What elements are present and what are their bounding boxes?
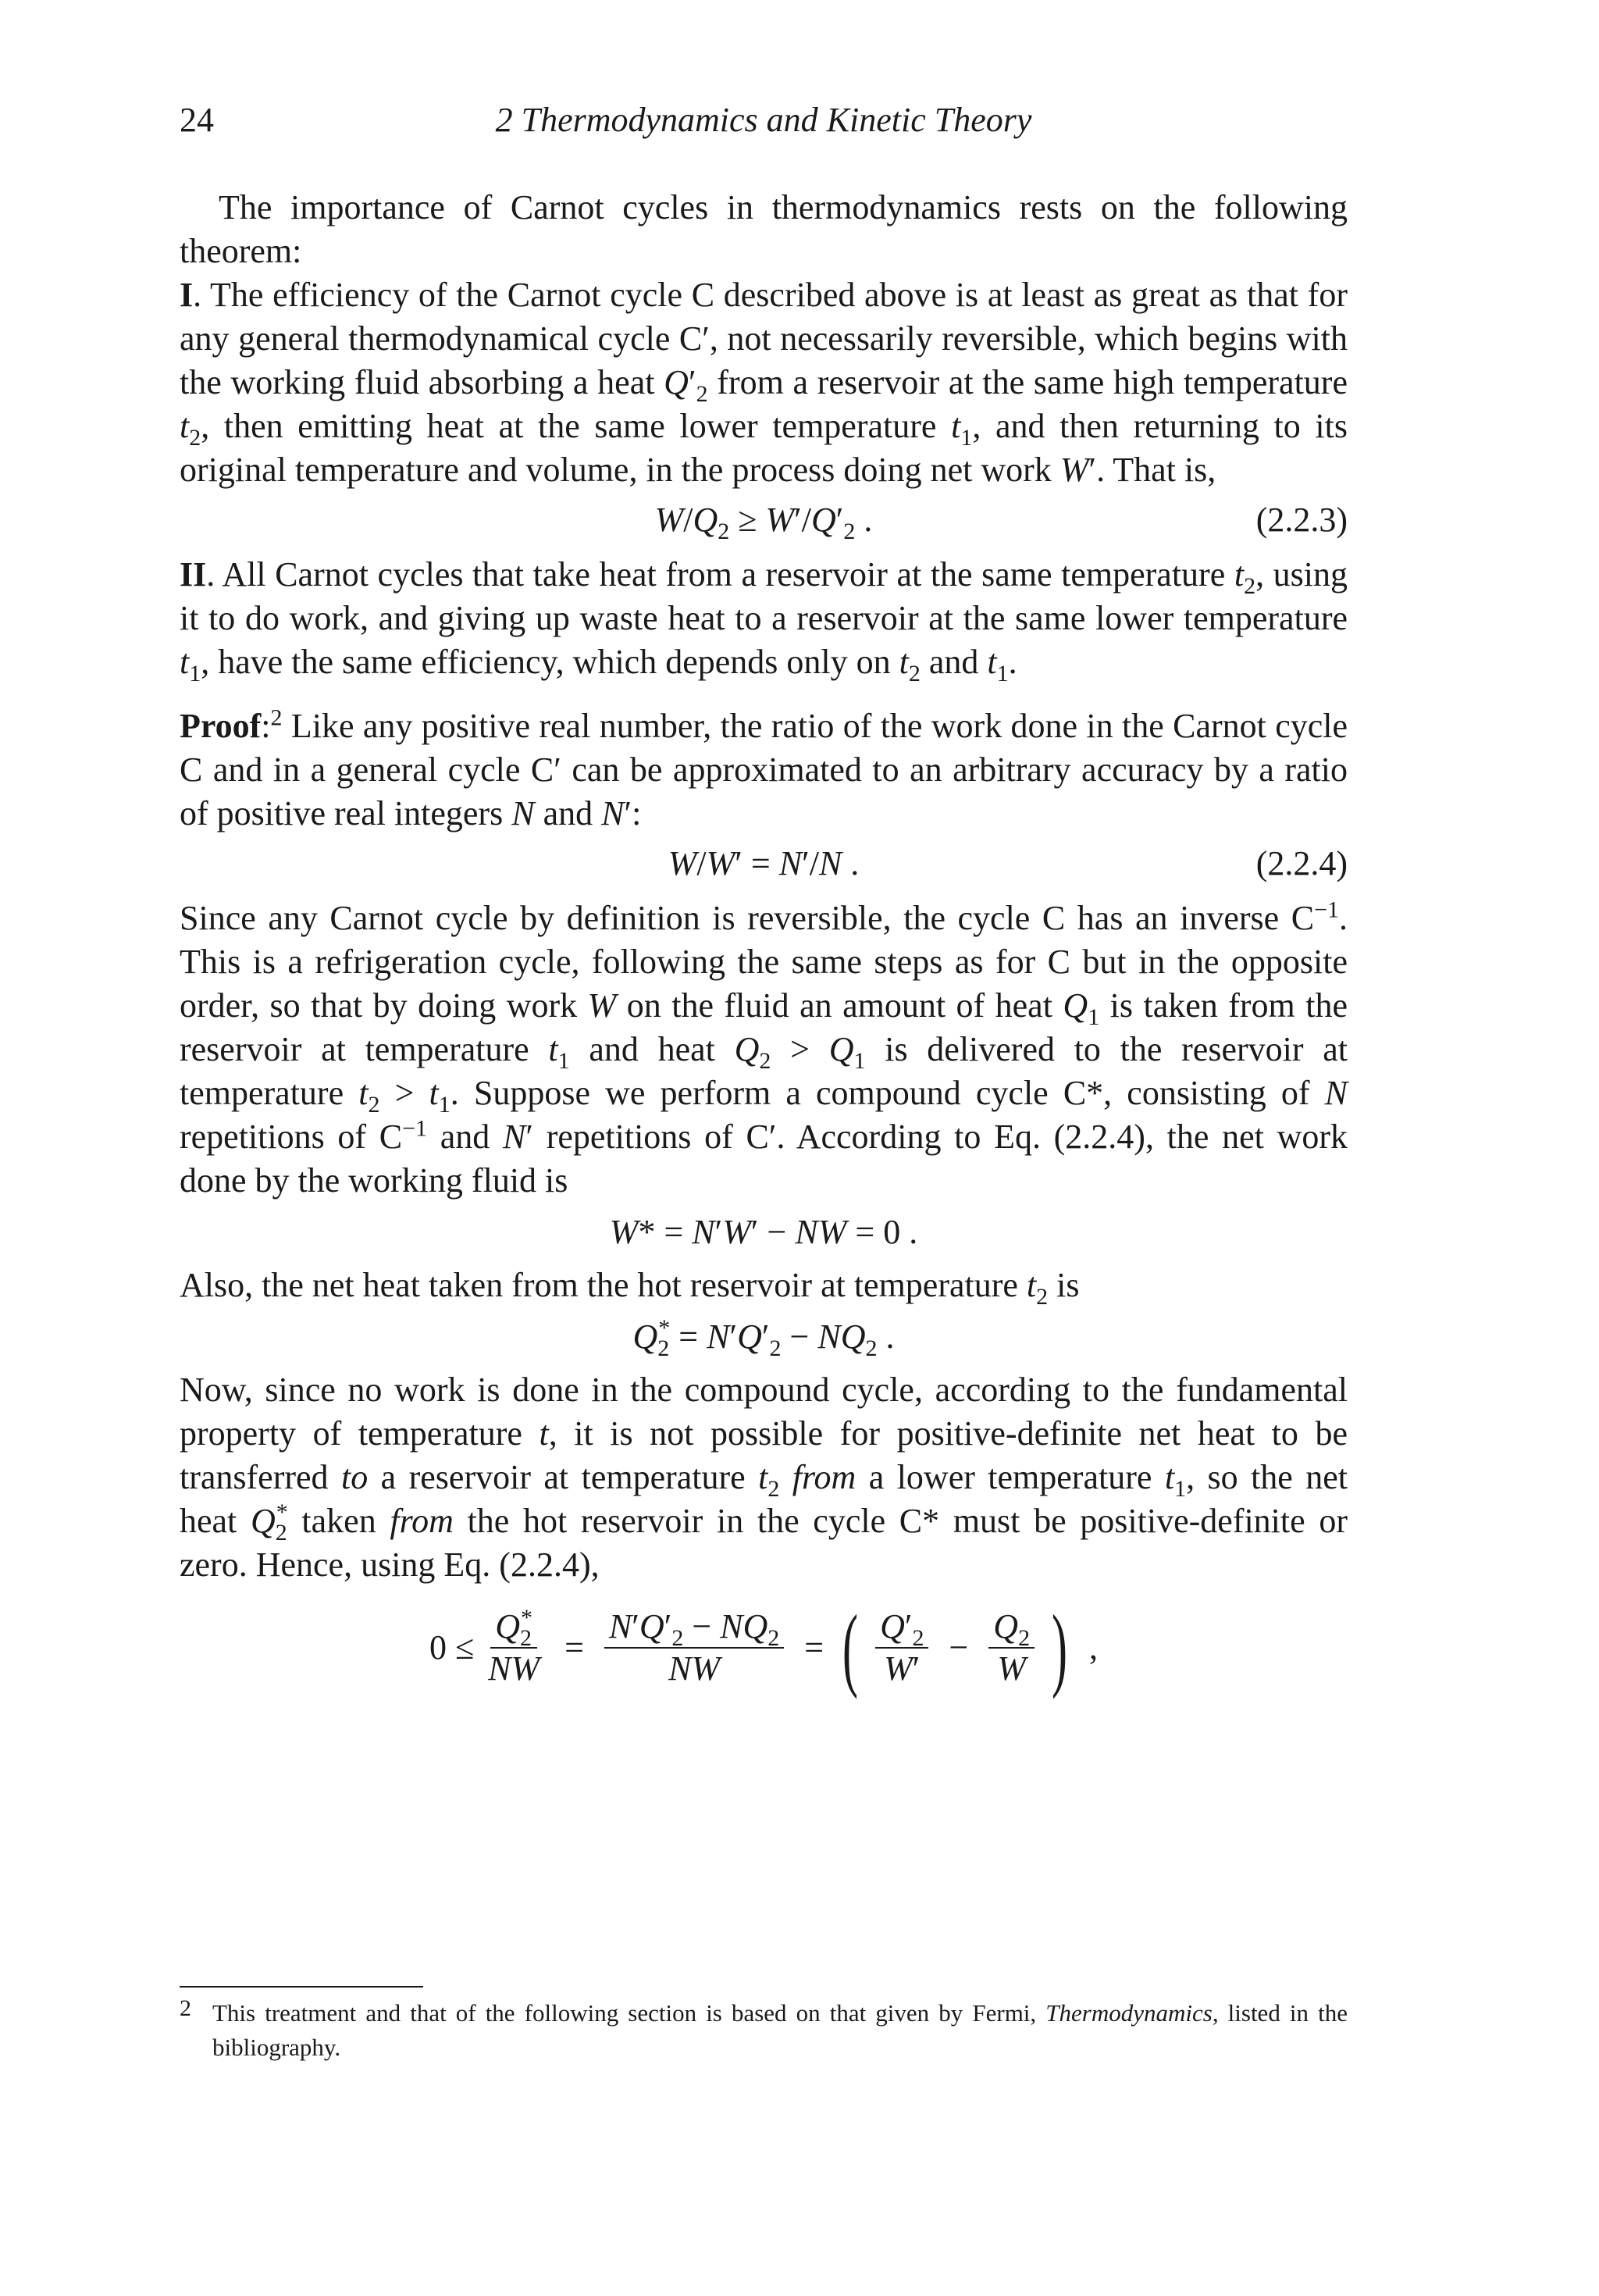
footnote-mark: 2: [180, 1995, 191, 2021]
equation-number: (2.2.3): [1255, 501, 1348, 539]
theorem-two: II. All Carnot cycles that take heat from a reservoir at the same temperature $t_2$, using it to do work, and giving up waste heat to a reservoir at the same lower temperature $t_1$, have the same efficiency, which depends only on $t_2$ and $t_1$.: [180, 555, 1348, 686]
fraction: $\frac{Q_2^*}{NW}$: [488, 1605, 540, 1688]
book-title: Thermodynamics: [1045, 1999, 1213, 2027]
compound-cycle-paragraph: Now, since no work is done in the compound cycle, according to the fundamental property of temperature t, it is not possible for positive-definite net heat to be transferred to a reservoir at temperature $t_2$ from a lower temperature $t_1$, so the net heat $Q_2^*$ taken from the hot reservoir in the cycle C* must be positive-definite or zero. Hence, using Eq. (2.2.4),: [180, 1371, 1348, 1584]
inverse-cycle-paragraph: Since any Carnot cycle by definition is reversible, the cycle C has an inverse $C^{-1}$. This is a refrigeration cycle, following the same steps as for C but in the opposite order, so that by doing work W on the fluid an amount of heat $Q_1$ is taken from the reservoir at temperature $t_1$ and heat $Q_2 > Q_1$ is delivered to the reservoir at temperature $t_2 > t_1$. Suppose we perform a compound cycle C*, consisting of N repetitions of $C^{-1}$ and N′ repetitions of C′. According to Eq. (2.2.4), the net work done by the working fluid is: [180, 897, 1348, 1200]
footnote-rule: [180, 1986, 423, 1988]
equation-body: W/W′ = N′/N .: [668, 844, 860, 882]
theorem-two-label: II: [180, 555, 207, 594]
theorem-one-label: I: [180, 276, 194, 314]
equation-net-work: W* = N′W′ − NW = 0 .: [609, 1213, 918, 1251]
footnote-text: This treatment and that of the following section is based on that given by Fermi, Thermodynamics, listed in the bibliography.: [212, 1999, 1348, 2061]
page-number: 24: [180, 101, 214, 139]
main-text: [180, 186, 1348, 1699]
footnote: [180, 1996, 1348, 2065]
proof-paragraph: Proof:$^2$ Like any positive real number, the ratio of the work done in the Carnot cycle C and in a general cycle C′ can be approximated to an arbitrary accuracy by a ratio of positive real integers N and N′:: [180, 704, 1348, 832]
fraction: $\frac{N'Q'_2 - NQ_2}{NW}$: [604, 1606, 784, 1689]
intro-paragraph: The importance of Carnot cycles in thermodynamics rests on the following theorem:: [180, 188, 1348, 270]
equation-number: (2.2.4): [1255, 844, 1348, 882]
running-header: [180, 100, 1348, 147]
fraction: $\frac{Q_2}{W}$: [988, 1606, 1035, 1689]
fraction: $\frac{Q'_2}{W'}$: [875, 1606, 928, 1689]
equation-inequality: 0 ≤ $\frac{Q_2^*}{NW}$ = $\frac{N'Q'_2 - NQ_2}{NW}$ = ( $\frac{Q'_2}{W'}$ − $\frac{Q_2}{W}$ ) ,: [429, 1595, 1099, 1699]
equation-2-2-4: [180, 842, 1348, 886]
equation-2-2-3: [180, 498, 1348, 542]
proof-label: Proof: [180, 707, 262, 745]
theorem-one: I. The efficiency of the Carnot cycle C described above is at least as great as that for any general thermodynamical cycle C′, not necessarily reversible, which begins with the working fluid absorbing a heat $Q'_2$ from a reservoir at the same high temperature $t_2$, then emitting heat at the same lower temperature $t_1$, and then returning to its original temperature and volume, in the process doing net work W′. That is,: [180, 276, 1348, 489]
equation-body: $W/Q_2 \ge W'/Q'_2$ .: [654, 501, 873, 544]
net-heat-paragraph: Also, the net heat taken from the hot reservoir at temperature $t_2$ is: [180, 1266, 1080, 1310]
equation-net-heat: $Q_2^* = N'Q'_2 - NQ_2$ .: [632, 1315, 895, 1361]
running-title: 2 Thermodynamics and Kinetic Theory: [495, 101, 1032, 139]
